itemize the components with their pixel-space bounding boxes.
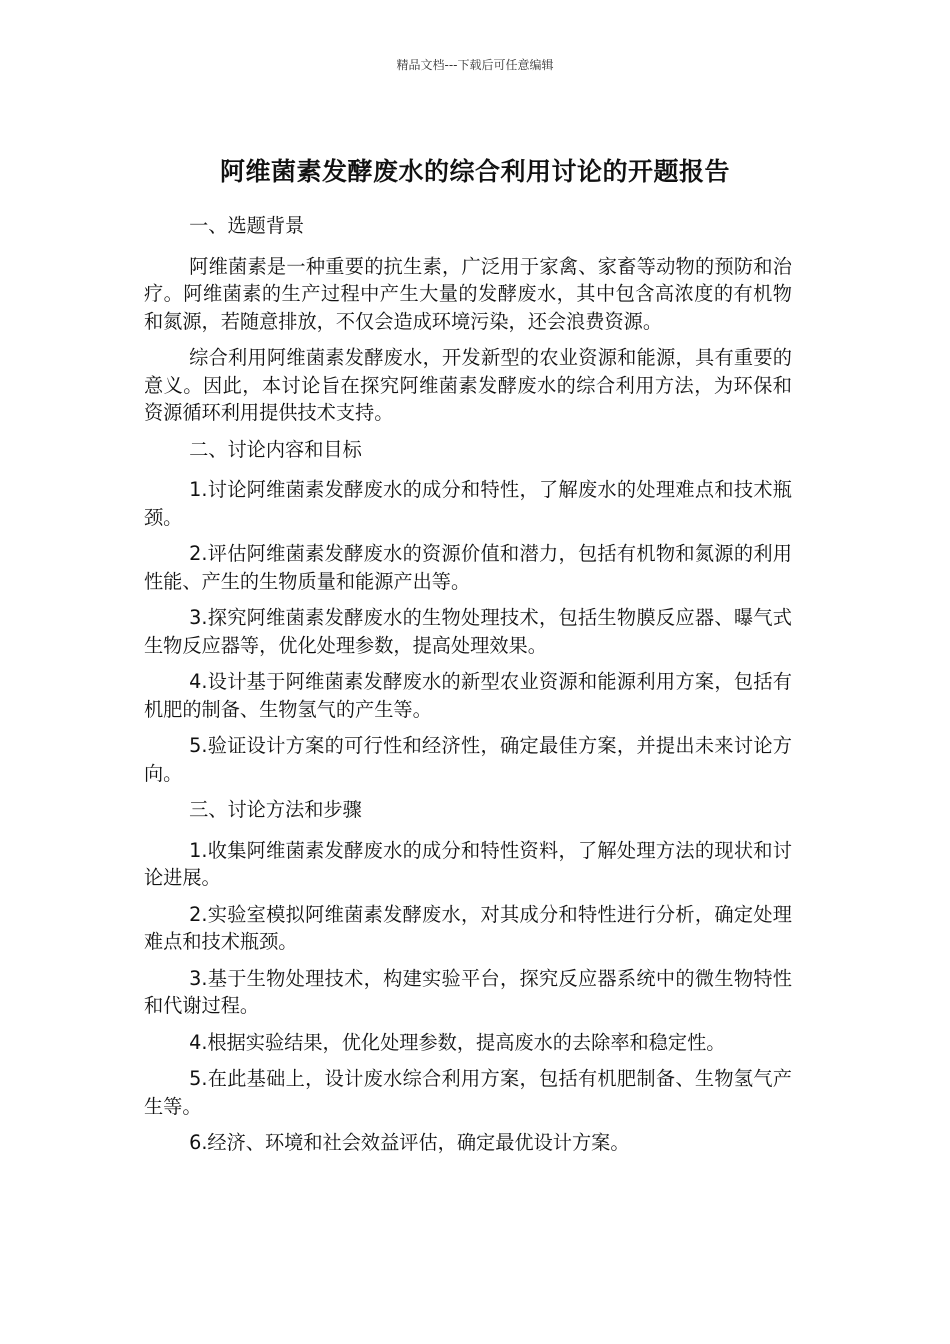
list-item: 6.经济、环境和社会效益评估，确定最优设计方案。 [189, 1131, 630, 1154]
list-item: 2.实验室模拟阿维菌素发酵废水，对其成分和特性进行分析，确定处理难点和技术瓶颈。 [144, 902, 792, 953]
section-heading: 一、选题背景 [189, 214, 305, 237]
section-heading: 二、讨论内容和目标 [189, 437, 362, 461]
list-item: 3.探究阿维菌素发酵废水的生物处理技术，包括生物膜反应器、曝气式生物反应器等，优化处理参数，提高处理效果。 [144, 606, 792, 657]
paragraph: 阿维菌素是一种重要的抗生素，广泛用于家禽、家畜等动物的预防和治疗。阿维菌素的生产过程中产生大量的发酵废水，其中包含高浓度的有机物和氮源，若随意排放，不仅会造成环境污染，还会浪费资源。 [144, 254, 792, 333]
header-note: 精品文档---下载后可任意编辑 [396, 58, 554, 72]
list-item: 5.在此基础上，设计废水综合利用方案，包括有机肥制备、生物氢气产生等。 [144, 1067, 792, 1118]
list-item: 5.验证设计方案的可行性和经济性，确定最佳方案，并提出未来讨论方向。 [144, 734, 792, 785]
list-item: 1.收集阿维菌素发酵废水的成分和特性资料，了解处理方法的现状和讨论进展。 [144, 838, 792, 889]
list-item: 2.评估阿维菌素发酵废水的资源价值和潜力，包括有机物和氮源的利用性能、产生的生物质量和能源产出等。 [144, 542, 792, 593]
document-title: 阿维菌素发酵废水的综合利用讨论的开题报告 [219, 156, 730, 186]
list-item: 4.根据实验结果，优化处理参数，提高废水的去除率和稳定性。 [189, 1030, 726, 1054]
list-item: 4.设计基于阿维菌素发酵废水的新型农业资源和能源利用方案，包括有机肥的制备、生物氢气的产生等。 [144, 670, 792, 721]
paragraph: 综合利用阿维菌素发酵废水，开发新型的农业资源和能源，具有重要的意义。因此，本讨论旨在探究阿维菌素发酵废水的综合利用方法，为环保和资源循环利用提供技术支持。 [144, 346, 792, 424]
list-item: 3.基于生物处理技术，构建实验平台，探究反应器系统中的微生物特性和代谢过程。 [144, 966, 792, 1017]
list-item: 1.讨论阿维菌素发酵废水的成分和特性，了解废水的处理难点和技术瓶颈。 [144, 478, 792, 529]
section-heading: 三、讨论方法和步骤 [189, 798, 362, 821]
document-body [144, 212, 792, 1166]
